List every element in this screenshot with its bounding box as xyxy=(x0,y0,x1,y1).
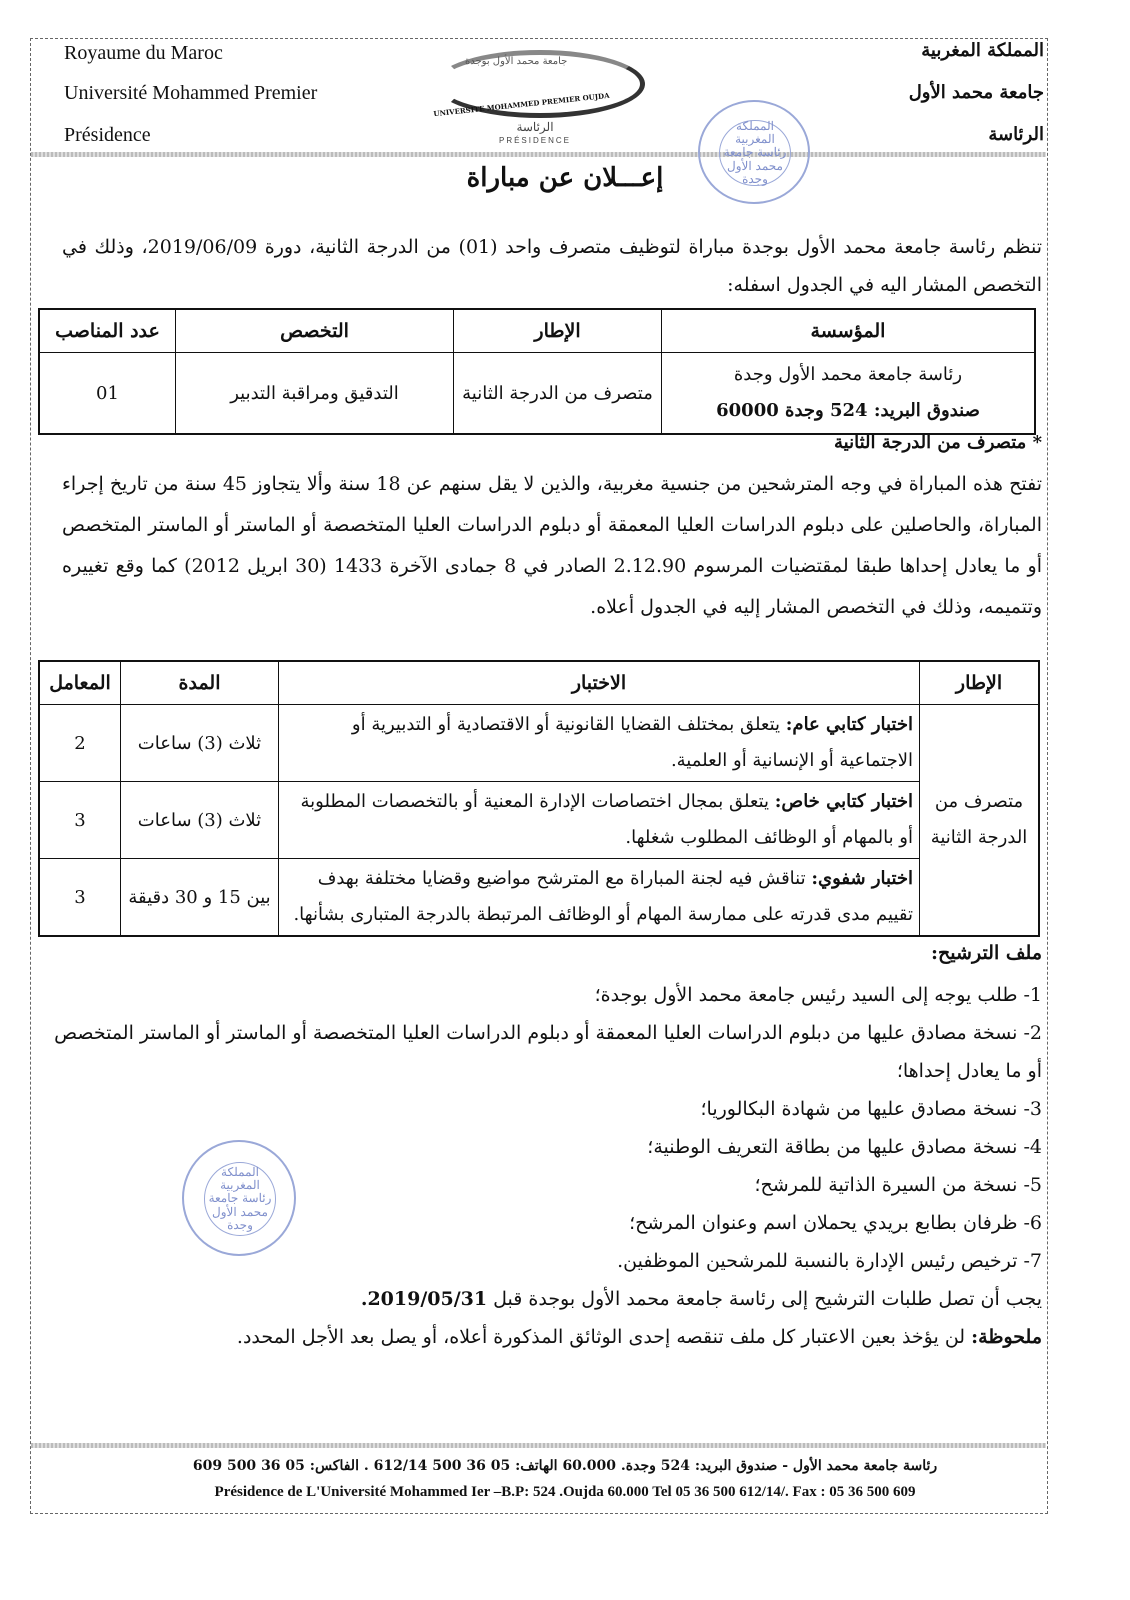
duration-cell: بين 15 و 30 دقيقة xyxy=(121,859,279,937)
col-cadre: الإطار xyxy=(920,661,1040,705)
header-fr-presidence: Présidence xyxy=(64,124,151,146)
list-item: 3- نسخة مصادق عليها من شهادة البكالوريا؛ xyxy=(700,1098,1042,1120)
table-row xyxy=(39,859,1039,937)
specialty-cell: التدقيق ومراقبة التدبير xyxy=(176,353,454,435)
exam-cell: اختبار شفوي: تناقش فيه لجنة المباراة مع المترشح مواضيع وقضايا مختلفة بهدف تقييم مدى قدرته على ممارسة المهام أو الوظائف المرتبطة بالدرجة المتبارى بشأنها. xyxy=(279,859,920,937)
list-item: 1- طلب يوجه إلى السيد رئيس جامعة محمد الأول بوجدة؛ xyxy=(594,984,1042,1006)
intro-paragraph: تنظم رئاسة جامعة محمد الأول بوجدة مباراة لتوظيف متصرف واحد (01) من الدرجة الثانية، دورة 2019/06/09، وذلك في التخصص المشار اليه في الجدول اسفله: xyxy=(62,236,1042,296)
positions-table xyxy=(38,308,1036,435)
col-posts: عدد المناصب xyxy=(39,309,176,353)
posts-cell: 01 xyxy=(39,353,176,435)
page-title: إعـــلان عن مباراة xyxy=(466,163,664,193)
conditions-paragraph: تفتح هذه المباراة في وجه المترشحين من جنسية مغربية، والذين لا يقل سنهم عن 18 سنة وألا يتجاوز 45 سنة من تاريخ إجراء المباراة، والحاصلين على دبلوم الدراسات العليا المعمقة أو دبلوم الدراسات العليا المتخصصة أو الماستر أو الماستر المتخصص أو ما يعادل إحداها طبقا لمقتضيات المرسوم 2.12.90 الصادر في 8 جمادى الآخرة 1433 (30 ابريل 2012) كما وقع تغييره وتتميمه، وذلك في التخصص المشار إليه في الجدول أعلاه. xyxy=(62,473,1042,618)
conditions-heading: * متصرف من الدرجة الثانية xyxy=(834,432,1042,453)
header-fr-kingdom: Royaume du Maroc xyxy=(64,42,223,64)
table-row xyxy=(39,353,1035,435)
header-ar-presidence: الرئاسة xyxy=(988,124,1044,145)
footer-ar: رئاسة جامعة محمد الأول - صندوق البريد: 524 وجدة. 60.000 الهاتف: 05 36 500 612/14 . الفاكس: 05 36 500 609 xyxy=(192,1458,938,1474)
list-item: 2- نسخة مصادق عليها من دبلوم الدراسات العليا المعمقة أو دبلوم الدراسات العليا المتخصصة أو الماستر أو الماستر المتخصص أو ما يعادل إحداها؛ xyxy=(54,1022,1042,1082)
col-duration: المدة xyxy=(121,661,279,705)
footer-fr: Présidence de L'Université Mohammed Ier –B.P: 524 .Oujda 60.000 Tel 05 36 500 612/14/. Fax : 05 36 500 609 xyxy=(214,1484,916,1500)
header-ar-kingdom: المملكة المغربية xyxy=(921,40,1044,61)
dossier-list xyxy=(50,976,1042,1356)
header-fr-university: Université Mohammed Premier xyxy=(64,82,318,104)
university-logo: جامعة محمد الأول بوجدة UNIVERSITE MOHAMMED PREMIER OUJDA الرئاسة PRÉSIDENCE xyxy=(425,50,645,150)
dossier-heading: ملف الترشيح: xyxy=(931,942,1042,964)
col-specialty: التخصص xyxy=(176,309,454,353)
cadre-cell: متصرف من الدرجة الثانية xyxy=(454,353,662,435)
header-ar-university: جامعة محمد الأول xyxy=(908,82,1044,103)
col-exam: الاختبار xyxy=(279,661,920,705)
exam-cell: اختبار كتابي خاص: يتعلق بمجال اختصاصات الإدارة المعنية أو بالتخصصات المطلوبة أو بالمهام أو الوظائف المطلوب شغلها. xyxy=(279,782,920,859)
official-stamp-bottom: المملكة المغربية رئاسة جامعة محمد الأول وجدة xyxy=(182,1140,296,1256)
list-item: 7- ترخيص رئيس الإدارة بالنسبة للمرشحين الموظفين. xyxy=(617,1250,1042,1272)
col-coefficient: المعامل xyxy=(39,661,121,705)
coefficient-cell: 3 xyxy=(39,859,121,937)
list-item: 5- نسخة من السيرة الذاتية للمرشح؛ xyxy=(754,1174,1042,1196)
institution-name: رئاسة جامعة محمد الأول وجدة xyxy=(733,364,963,385)
table-row xyxy=(39,705,1039,782)
list-item: 4- نسخة مصادق عليها من بطاقة التعريف الوطنية؛ xyxy=(647,1136,1042,1158)
col-cadre: الإطار xyxy=(454,309,662,353)
header-divider xyxy=(31,152,1046,157)
institution-address: صندوق البريد: 524 وجدة 60000 xyxy=(716,400,980,421)
coefficient-cell: 3 xyxy=(39,782,121,859)
exams-table xyxy=(38,660,1040,937)
duration-cell: ثلاث (3) ساعات xyxy=(121,782,279,859)
col-institution: المؤسسة xyxy=(662,309,1036,353)
footer-divider xyxy=(31,1443,1046,1448)
official-stamp-top: المملكة المغربية رئاسة جامعة محمد الأول وجدة xyxy=(698,100,810,204)
cadre-cell: متصرف من الدرجة الثانية xyxy=(920,705,1040,937)
table-row xyxy=(39,782,1039,859)
list-item: 6- ظرفان بطابع بريدي يحملان اسم وعنوان المرشح؛ xyxy=(629,1212,1042,1234)
deadline: يجب أن تصل طلبات الترشيح إلى رئاسة جامعة محمد الأول بوجدة قبل 2019/05/31. xyxy=(360,1288,1042,1310)
exam-cell: اختبار كتابي عام: يتعلق بمختلف القضايا القانونية أو الاقتصادية أو التدبيرية أو الاجتماعية أو الإنسانية أو العلمية. xyxy=(279,705,920,782)
duration-cell: ثلاث (3) ساعات xyxy=(121,705,279,782)
coefficient-cell: 2 xyxy=(39,705,121,782)
note: ملحوظة: لن يؤخذ بعين الاعتبار كل ملف تنقصه إحدى الوثائق المذكورة أعلاه، أو يصل بعد الأجل المحدد. xyxy=(236,1326,1042,1348)
